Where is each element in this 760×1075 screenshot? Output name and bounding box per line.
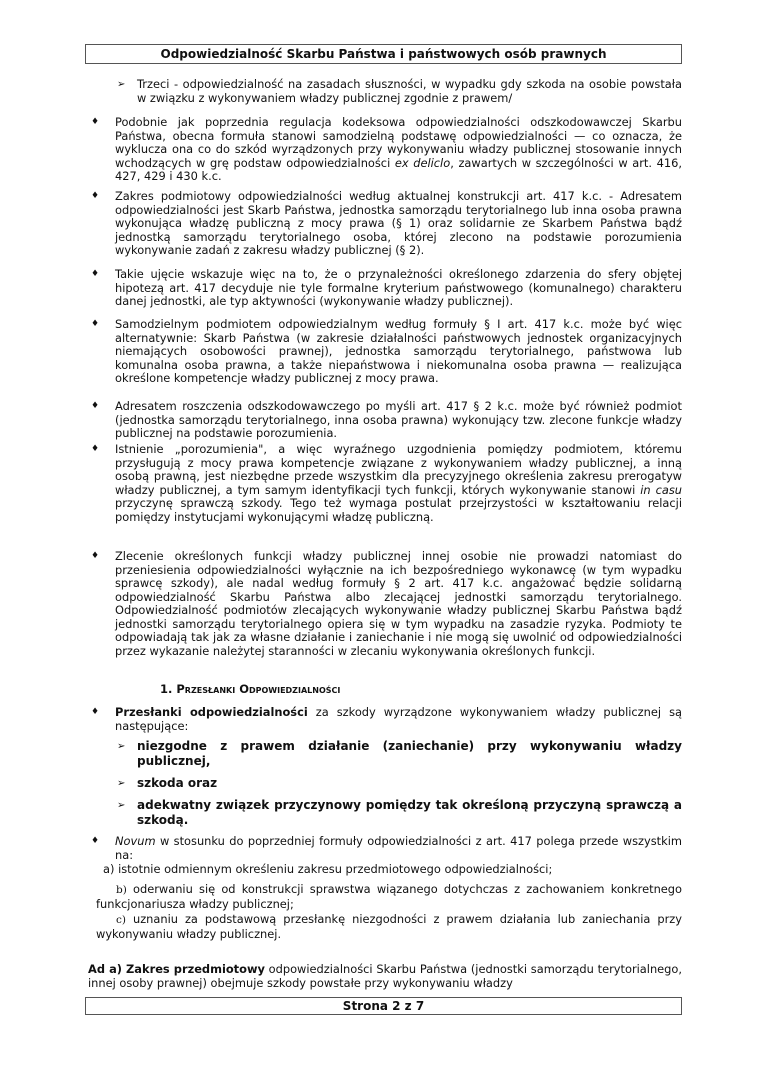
paragraph-text: przyczynę sprawczą szkody. Tego też wymaga postulat przejrzystości w kształtowaniu relacji pomiędzy instytucjami wykonującymi władzę publiczną. [115,496,682,524]
diamond-bullet-icon: ♦ [91,191,100,201]
diamond-bullet-icon: ♦ [91,707,100,717]
italic-term: ex deliclo [394,155,451,170]
document-title: Odpowiedzialność Skarbu Państwa i państwowych osób prawnych [160,47,607,61]
diamond-bullet-icon: ♦ [91,551,100,561]
paragraph-text: szkoda oraz [137,776,218,790]
sub-bullet-item [117,776,682,791]
bullet-item [91,399,682,441]
paragraph-text: Podobnie jak poprzednia regulacja kodeksowa odpowiedzialności odszkodowawczej Skarbu Państwa, obecna formuła stanowi samodzielną podstawę odpowiedzialności — co oznacza, że wyklucza ona co do szkód wyrządzonych przy wykonywaniu władzy publicznej stosowanie innych wchodzących w grę podstaw odpowiedzialności [115,115,682,170]
paragraph-text: niezgodne z prawem działanie (zaniechanie) przy wykonywaniu władzy publicznej, [137,739,682,768]
list-item-b [96,883,682,911]
paragraph-text: Zakres podmiotowy odpowiedzialności według aktualnej konstrukcji art. 417 k.c. - Adresatem odpowiedzialności jest Skarb Państwa, jednostka samorządu terytorialnego lub inna osoba prawna wykonująca władzę publiczną z mocy prawa (§ 1) oraz solidarnie ze Skarbem Państwa bądź jednostką samorządu terytorialnego osoba, której zlecono na podstawie porozumienia wykonywanie zadań z zakresu władzy publicznej (§ 2). [115,189,682,257]
arrow-bullet-icon: ➢ [117,778,126,789]
diamond-bullet-icon: ♦ [91,269,100,279]
paragraph-text: za szkody wyrządzone wykonywaniem władzy publicznej są następujące: [115,705,682,733]
paragraph-text: oderwaniu się od konstrukcji sprawstwa wiązanego dotychczas z zachowaniem konkretnego funkcjonariusza władzy publicznej; [96,882,682,911]
diamond-bullet-icon: ♦ [91,319,100,329]
bullet-item [91,267,682,309]
sub-bullet-item [117,739,682,769]
paragraph-text: Zlecenie określonych funkcji władzy publicznej innej osobie nie prowadzi natomiast do przeniesienia odpowiedzialności wyłącznie na ich bezpośredniego wykonawcę (w tym wypadku sprawcę szkody), ale nadal według formuły § 2 art. 417 k.c. angażować będzie solidarną odpowiedzialność Skarbu Państwa albo zlecającej jednostki samorządu terytorialnego. Odpowiedzialność podmiotów zlecających wykonywanie władzy publicznej Skarbu Państwa bądź jednostki samorządu terytorialnego opiera się w tym wypadku na zasadzie ryzyka. Podmioty te odpowiadają tak jak za własne działanie i zaniechanie i nie mogą się uwolnić od odpowiedzialności przez wykazanie należytej staranności w zlecaniu wykonywania określonych funkcji. [115,549,682,658]
italic-term: in casu [640,482,682,497]
list-letter: b) [116,884,127,896]
bullet-item [91,705,682,733]
diamond-bullet-icon: ♦ [91,444,100,454]
paragraph-text: Adresatem roszczenia odszkodowawczego po myśli art. 417 § 2 k.c. może być również podmiot (jednostka samorządu terytorialnego, inna osoba prawna) wykonujący tzw. zlecone funkcje władzy publicznej na podstawie porozumienia. [115,399,682,440]
bullet-item [91,317,682,386]
paragraph-text: , zawartych w szczególności w art. 416, 427, 429 i 430 k.c. [115,155,682,183]
paragraph-text: w stosunku do poprzedniej formuły odpowiedzialności z art. 417 polega przede wszystkim na: [115,834,682,862]
paragraph-text: uznaniu za podstawową przesłankę niezgodności z prawem działania lub zaniechania przy wykonywaniu władzy publicznej. [96,912,682,941]
bullet-item [91,115,682,184]
paragraph-text: Trzeci - odpowiedzialność na zasadach słuszności, w wypadku gdy szkoda na osobie powstała w związku z wykonywaniem władzy publicznej zgodnie z prawem/ [137,77,682,105]
diamond-bullet-icon: ♦ [91,401,100,411]
paragraph-text: Takie ujęcie wskazuje więc na to, że o przynależności określonego zdarzenia do sfery objętej hipotezą art. 417 decyduje nie tyle formalne kryterium państwowego (komunalnego) charakteru danej jednostki, ale typ aktywności (wykonywanie władzy publicznej). [115,267,682,308]
sub-bullet-item [117,77,682,105]
page-number: Strona 2 z 7 [342,999,425,1013]
ad-a-paragraph [88,963,682,990]
bullet-item [91,189,682,258]
diamond-bullet-icon: ♦ [91,117,100,127]
page-header [85,44,682,64]
bullet-item [91,834,682,862]
arrow-bullet-icon: ➢ [117,741,126,752]
paragraph-text: Samodzielnym podmiotem odpowiedzialnym według formuły § I art. 417 k.c. może być więc alternatywnie: Skarb Państwa (w zakresie działalności państwowych jednostek organizacyjnych niemających osobowości prawnej), jednostka samorządu terytorialnego, państwowa lub komunalna osoba prawna, a także niepaństwowa i niekomunalna osoba prawna — realizująca określone kompetencje władzy publicznej z mocy prawa. [115,317,682,385]
list-letter: c) [116,914,126,926]
bullet-item [91,442,682,524]
paragraph-text: istotnie odmiennym określeniu zakresu przedmiotowego odpowiedzialności; [118,862,553,876]
paragraph-text: adekwatny związek przyczynowy pomiędzy tak określoną przyczyną sprawczą a szkodą. [137,798,682,827]
list-item-a [103,863,683,877]
page-footer [85,997,682,1015]
section-heading: 1. Przesłanki Odpowiedzialności [160,682,341,696]
arrow-bullet-icon: ➢ [117,79,126,90]
sub-bullet-item [117,798,682,828]
italic-term: Novum [115,834,156,848]
list-letter: a) [103,862,115,876]
arrow-bullet-icon: ➢ [117,800,126,811]
diamond-bullet-icon: ♦ [91,836,100,846]
paragraph-text: Istnienie „porozumienia", a więc wyraźnego uzgodnienia pomiędzy podmiotem, któremu przysługują z mocy prawa kompetencje związane z wykonywaniem władzy publicznej, a inną osobą prawną, jest niezbędne przede wszystkim dla precyzyjnego określenia zakresu prerogatyw władzy publicznej, a tym samym identyfikacji tych funkcji, których wykonywanie stanowi [115,442,682,497]
bold-term: Ad a) Zakres przedmiotowy [88,962,265,976]
bold-term: Przesłanki odpowiedzialności [115,705,308,719]
list-item-c [96,913,682,941]
bullet-item [91,549,682,658]
paragraph-text: odpowiedzialności Skarbu Państwa (jednostki samorządu terytorialnego, innej osoby prawnej) obejmuje szkody powstałe przy wykonywaniu władzy [88,962,682,990]
